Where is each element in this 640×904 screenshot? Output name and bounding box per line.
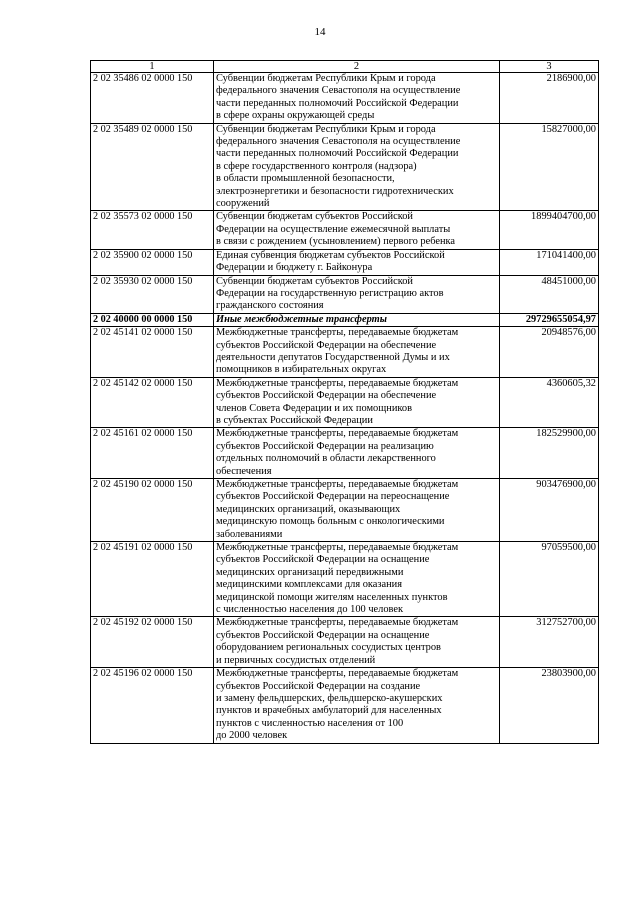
row-amount-cell: 23803900,00 bbox=[500, 668, 599, 743]
column-header-code: 1 bbox=[91, 61, 214, 73]
table-row bbox=[91, 313, 599, 326]
row-name-cell: Межбюджетные трансферты, передаваемые бюджетам субъектов Российской Федерации на обеспечение деятельности депутатов Государственной Думы и их помощников в избирательных округах bbox=[214, 327, 500, 378]
row-code-cell: 2 02 45141 02 0000 150 bbox=[91, 327, 214, 378]
row-name-cell: Межбюджетные трансферты, передаваемые бюджетам субъектов Российской Федерации на оснащение медицинских организаций передвижными медицинскими комплексами для оказания медицинской помощи жителям населенных пунктов с численностью населения до 100 человек bbox=[214, 542, 500, 617]
row-code-cell: 2 02 35930 02 0000 150 bbox=[91, 275, 214, 313]
row-amount-cell: 48451000,00 bbox=[500, 275, 599, 313]
row-amount-cell: 15827000,00 bbox=[500, 123, 599, 211]
budget-table bbox=[90, 60, 599, 744]
row-code-cell: 2 02 40000 00 0000 150 bbox=[91, 313, 214, 326]
row-name-cell: Субвенции бюджетам субъектов Российской Федерации на осуществление ежемесячной выплаты в связи с рождением (усыновлением) первого ребенка bbox=[214, 211, 500, 249]
row-code-cell: 2 02 35486 02 0000 150 bbox=[91, 73, 214, 124]
table-body bbox=[91, 73, 599, 744]
row-code-cell: 2 02 45190 02 0000 150 bbox=[91, 479, 214, 542]
row-name-cell: Межбюджетные трансферты, передаваемые бюджетам субъектов Российской Федерации на реализацию отдельных полномочий в области лекарственного обеспечения bbox=[214, 428, 500, 479]
table-row bbox=[91, 249, 599, 275]
row-code-cell: 2 02 45196 02 0000 150 bbox=[91, 668, 214, 743]
row-amount-cell: 1899404700,00 bbox=[500, 211, 599, 249]
row-name-cell: Иные межбюджетные трансферты bbox=[214, 313, 500, 326]
row-code-cell: 2 02 35900 02 0000 150 bbox=[91, 249, 214, 275]
row-amount-cell: 171041400,00 bbox=[500, 249, 599, 275]
table-row bbox=[91, 542, 599, 617]
row-name-cell: Единая субвенция бюджетам субъектов Российской Федерации и бюджету г. Байконура bbox=[214, 249, 500, 275]
row-amount-cell: 97059500,00 bbox=[500, 542, 599, 617]
row-name-cell: Субвенции бюджетам субъектов Российской Федерации на государственную регистрацию актов гражданского состояния bbox=[214, 275, 500, 313]
table-row bbox=[91, 428, 599, 479]
table-row bbox=[91, 668, 599, 743]
row-amount-cell: 312752700,00 bbox=[500, 617, 599, 668]
row-code-cell: 2 02 45161 02 0000 150 bbox=[91, 428, 214, 479]
row-code-cell: 2 02 35489 02 0000 150 bbox=[91, 123, 214, 211]
column-header-amount: 3 bbox=[500, 61, 599, 73]
table-row bbox=[91, 275, 599, 313]
table-row bbox=[91, 377, 599, 428]
row-code-cell: 2 02 45191 02 0000 150 bbox=[91, 542, 214, 617]
row-amount-cell: 182529900,00 bbox=[500, 428, 599, 479]
table-row bbox=[91, 617, 599, 668]
row-amount-cell: 20948576,00 bbox=[500, 327, 599, 378]
column-header-name: 2 bbox=[214, 61, 500, 73]
row-amount-cell: 903476900,00 bbox=[500, 479, 599, 542]
row-name-cell: Межбюджетные трансферты, передаваемые бюджетам субъектов Российской Федерации на переоснащение медицинских организаций, оказывающих медицинскую помощь больным с онкологическими заболеваниями bbox=[214, 479, 500, 542]
page-number: 14 bbox=[314, 26, 326, 38]
row-name-cell: Межбюджетные трансферты, передаваемые бюджетам субъектов Российской Федерации на создание и замену фельдшерских, фельдшерско-акушерских пунктов и врачебных амбулаторий для населенных пунктов с численностью населения от 100 до 2000 человек bbox=[214, 668, 500, 743]
row-code-cell: 2 02 45192 02 0000 150 bbox=[91, 617, 214, 668]
table-row bbox=[91, 73, 599, 124]
row-name-cell: Межбюджетные трансферты, передаваемые бюджетам субъектов Российской Федерации на оснащение оборудованием региональных сосудистых центров и первичных сосудистых отделений bbox=[214, 617, 500, 668]
row-amount-cell: 29729655054,97 bbox=[500, 313, 599, 326]
table-row bbox=[91, 327, 599, 378]
row-code-cell: 2 02 45142 02 0000 150 bbox=[91, 377, 214, 428]
row-name-cell: Межбюджетные трансферты, передаваемые бюджетам субъектов Российской Федерации на обеспечение членов Совета Федерации и их помощников в субъектах Российской Федерации bbox=[214, 377, 500, 428]
table-row bbox=[91, 211, 599, 249]
row-name-cell: Субвенции бюджетам Республики Крым и города федерального значения Севастополя на осуществление части переданных полномочий Российской Федерации в сфере государственного контроля (надзора) в области промышленной безопасности, электроэнергетики и безопасности гидротехнических сооружений bbox=[214, 123, 500, 211]
row-amount-cell: 2186900,00 bbox=[500, 73, 599, 124]
table-row bbox=[91, 479, 599, 542]
table-header-row bbox=[91, 61, 599, 73]
row-code-cell: 2 02 35573 02 0000 150 bbox=[91, 211, 214, 249]
row-amount-cell: 4360605,32 bbox=[500, 377, 599, 428]
row-name-cell: Субвенции бюджетам Республики Крым и города федерального значения Севастополя на осуществление части переданных полномочий Российской Федерации в сфере охраны окружающей среды bbox=[214, 73, 500, 124]
table-row bbox=[91, 123, 599, 211]
